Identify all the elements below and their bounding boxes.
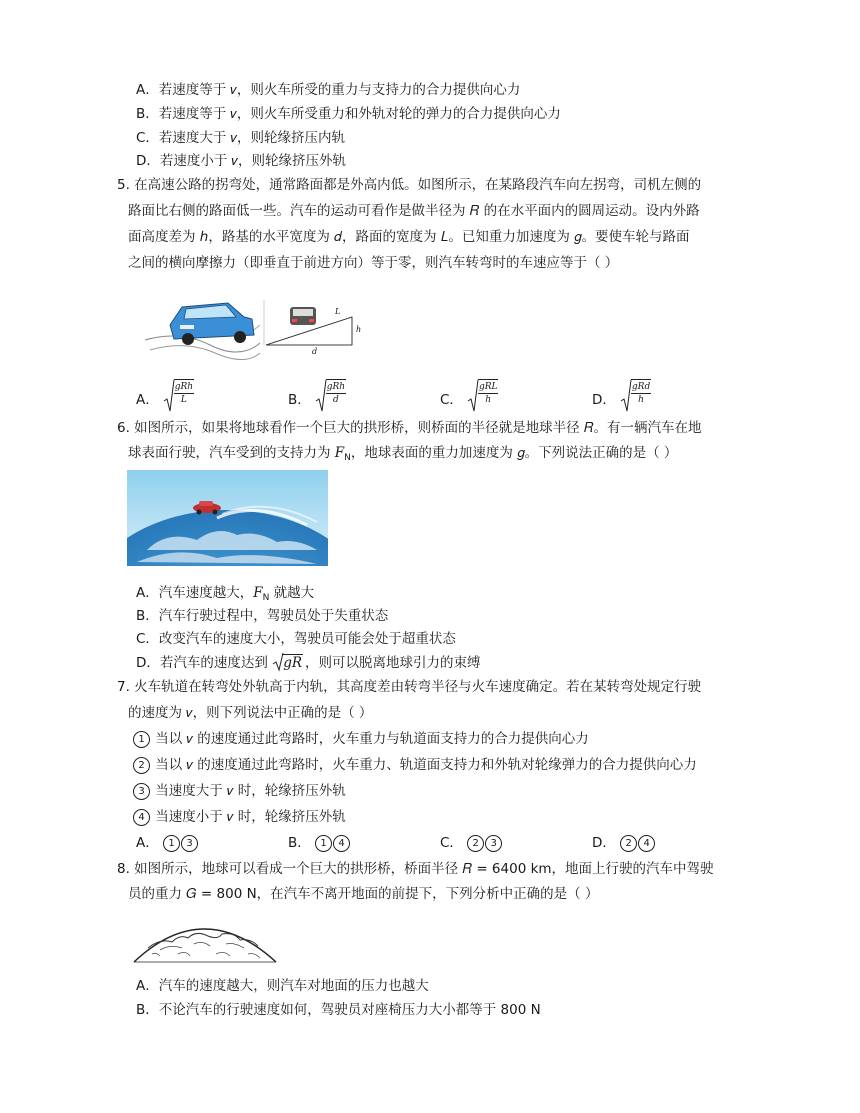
circled-number: 4 xyxy=(133,809,150,826)
q4-option-d: D．若速度小于 𝑣，则轮缘挤压外轨 xyxy=(136,153,347,169)
fraction-numerator: gRL xyxy=(478,382,498,392)
earth-sketch-illustration xyxy=(130,914,278,964)
sqrt-fraction xyxy=(467,383,501,417)
q6-option-c: C．改变汽车的速度大小，驾驶员可能会处于超重状态 xyxy=(136,631,456,647)
statement-text: 当速度小于 𝑣 时，轮缘挤压外轨 xyxy=(151,809,346,825)
q7-statement-2 xyxy=(133,755,697,775)
fraction xyxy=(174,379,194,406)
q8-stem-line-1: 8. 如图所示，地球可以看成一个巨大的拱形桥，桥面半径 𝑅 = 6400 km，地面上行驶的汽车中驾驶 xyxy=(117,861,714,877)
sqrt-fraction xyxy=(163,383,197,417)
q5-option-label: A． xyxy=(136,392,159,408)
q6-figure-earth-car xyxy=(127,470,328,566)
q8-figure-earth-sketch xyxy=(130,914,278,964)
q6-option-d xyxy=(136,653,481,673)
sqrt-expression xyxy=(272,653,303,673)
q6-option-a-tail: 就越大 xyxy=(269,585,315,601)
circled-number: 1 xyxy=(163,835,180,852)
label-h: h xyxy=(356,325,362,334)
q6-stem-text-b: ，地球表面的重力加速度为 𝑔。下列说法正确的是（ ） xyxy=(350,445,678,461)
circled-number: 4 xyxy=(638,835,655,852)
q4-option-b: B．若速度等于 𝑣，则火车所受重力和外轨对轮的弹力的合力提供向心力 xyxy=(136,106,561,122)
q6-option-a xyxy=(136,583,314,608)
label-d: d xyxy=(312,347,318,356)
fraction xyxy=(478,379,499,406)
q5-figure xyxy=(140,295,366,361)
q5-stem-line-1: 5. 在高速公路的拐弯处，通常路面都是外高内低。如图所示，在某路段汽车向左拐弯，司机左侧的 xyxy=(117,177,702,193)
circled-number: 2 xyxy=(133,757,150,774)
q7-statement-1 xyxy=(133,729,589,749)
fraction-numerator: gRd xyxy=(631,382,651,392)
q7-statement-3 xyxy=(133,781,346,801)
q7-choice-b xyxy=(288,833,351,853)
q5-option-label: C． xyxy=(440,392,463,408)
q4-option-c: C．若速度大于 𝑣，则轮缘挤压内轨 xyxy=(136,130,346,146)
q7-choice-a xyxy=(136,833,199,853)
fraction xyxy=(631,379,651,406)
q5-option-a xyxy=(136,383,197,417)
q7-choice-d xyxy=(592,833,656,853)
q5-option-label: D． xyxy=(592,392,616,408)
q6-option-d-tail: ，则可以脱离地球引力的束缚 xyxy=(305,655,481,671)
circled-number: 2 xyxy=(620,835,637,852)
q5-stem-line-4: 之间的横向摩擦力（即垂直于前进方向）等于零，则汽车转弯时的车速应等于（ ） xyxy=(128,255,619,271)
q5-option-b xyxy=(288,383,349,417)
q6-option-d-text: D．若汽车的速度达到 xyxy=(136,655,273,671)
sqrt-radicand: gR xyxy=(283,655,302,671)
statement-text: 当速度大于 𝑣 时，轮缘挤压外轨 xyxy=(151,783,346,799)
circled-number: 1 xyxy=(315,835,332,852)
q6-option-a-text: A．汽车速度越大， xyxy=(136,585,254,601)
earth-arch-bridge-illustration xyxy=(127,470,328,566)
fraction xyxy=(326,379,346,406)
q7-stem-line-1: 7. 火车轨道在转弯处外轨高于内轨，其高度差由转弯半径与火车速度确定。若在某转弯处规定行驶 xyxy=(117,679,702,695)
choice-label: A． xyxy=(136,835,164,851)
fraction-denominator: h xyxy=(485,395,492,405)
sqrt-fraction xyxy=(315,383,349,417)
q6-option-b: B．汽车行驶过程中，驾驶员处于失重状态 xyxy=(136,608,389,624)
circled-number: 3 xyxy=(181,835,198,852)
q8-option-a: A．汽车的速度越大，则汽车对地面的压力也越大 xyxy=(136,978,429,994)
choice-label: D． xyxy=(592,835,621,851)
force-symbol: F xyxy=(253,585,263,601)
q4-option-a: A．若速度等于 𝑣，则火车所受的重力与支持力的合力提供向心力 xyxy=(136,82,521,98)
q6-stem-line-2 xyxy=(128,443,677,468)
q5-stem-line-3: 面高度差为 ℎ，路基的水平宽度为 𝑑，路面的宽度为 𝐿。已知重力加速度为 𝑔。要使车轮与路面 xyxy=(128,229,690,245)
choice-label: C． xyxy=(440,835,468,851)
circled-number: 1 xyxy=(133,731,150,748)
q5-option-c xyxy=(440,383,501,417)
q7-stem-line-2: 的速度为 𝑣，则下列说法中正确的是（ ） xyxy=(128,705,373,721)
q7-statement-4 xyxy=(133,807,346,827)
statement-text: 当以 𝑣 的速度通过此弯路时，火车重力与轨道面支持力的合力提供向心力 xyxy=(151,731,589,747)
car-on-banked-road-illustration xyxy=(140,295,366,361)
q5-option-d xyxy=(592,383,654,417)
force-symbol: F xyxy=(334,445,345,461)
q8-option-b: B．不论汽车的行驶速度如何，驾驶员对座椅压力大小都等于 800 N xyxy=(136,1002,541,1018)
sqrt-sign xyxy=(272,652,284,672)
statement-text: 当以 𝑣 的速度通过此弯路时，火车重力、轨道面支持力和外轨对轮缘弹力的合力提供向心力 xyxy=(151,757,697,773)
q7-choice-c xyxy=(440,833,503,853)
fraction-numerator: gRh xyxy=(174,382,194,392)
q5-stem-line-2: 路面比右侧的路面低一些。汽车的运动可看作是做半径为 𝑅 的在水平面内的圆周运动。设内外路 xyxy=(128,203,700,219)
circled-number: 3 xyxy=(485,835,502,852)
q8-stem-line-2: 员的重力 𝐺 = 800 N，在汽车不离开地面的前提下，下列分析中正确的是（ ） xyxy=(128,886,599,902)
choice-label: B． xyxy=(288,835,316,851)
sqrt-fraction xyxy=(620,383,654,417)
fraction-denominator: h xyxy=(638,395,644,405)
force-subscript: N xyxy=(262,593,270,603)
force-subscript: N xyxy=(344,453,351,463)
q6-stem-line-1: 6. 如图所示，如果将地球看作一个巨大的拱形桥，则桥面的半径就是地球半径 𝑅。有一辆汽车在地 xyxy=(117,420,702,436)
circled-number: 4 xyxy=(333,835,350,852)
fraction-denominator: L xyxy=(180,395,187,405)
q5-option-label: B． xyxy=(288,392,311,408)
circled-number: 3 xyxy=(133,783,150,800)
circled-number: 2 xyxy=(467,835,484,852)
q6-stem-text-a: 球表面行驶，汽车受到的支持力为 xyxy=(128,445,335,461)
fraction-denominator: d xyxy=(333,395,339,405)
label-L: L xyxy=(335,307,341,316)
fraction-numerator: gRh xyxy=(326,382,346,392)
